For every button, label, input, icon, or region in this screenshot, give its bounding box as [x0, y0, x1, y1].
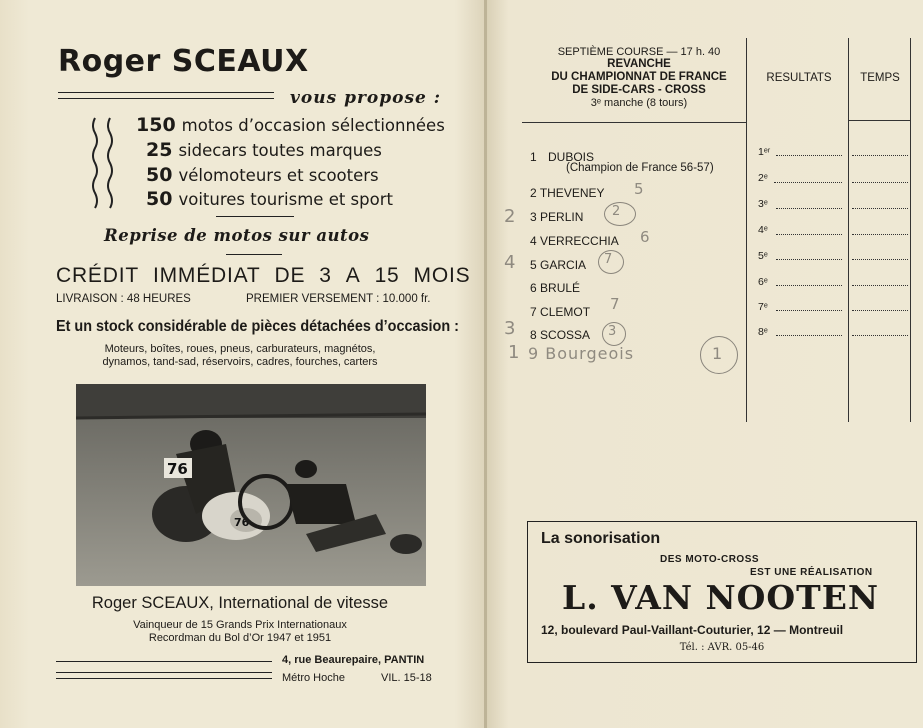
time-line: [852, 155, 908, 156]
rider-row: 4 VERRECCHIA: [530, 234, 619, 248]
result-line: [776, 234, 842, 235]
rider-row: 8 SCOSSA: [530, 328, 591, 342]
result-line: [776, 310, 842, 311]
ad-address: 12, boulevard Paul-Vaillant-Couturier, 12 — Montreuil: [541, 623, 844, 637]
time-line: [852, 208, 908, 209]
place-label: 3ᵉ: [758, 198, 768, 210]
rider-row: 7 CLEMOT: [530, 305, 591, 319]
race-results-table: [504, 38, 912, 422]
offer-item: 150 motos d’occasion sélectionnées: [136, 114, 445, 136]
parts-list: Moteurs, boîtes, roues, pneus, carburateurs, magnétos, dynamos, tand-sad, réservoirs, cadres, fourches, carters: [102, 343, 378, 368]
divider: [56, 661, 272, 662]
offer-item: 50 vélomoteurs et scooters: [146, 164, 379, 186]
stock-text: Et un stock considérable de pièces détachées d’occasion :: [56, 318, 459, 335]
livraison-text: LIVRAISON : 48 HEURES: [56, 293, 191, 305]
time-line: [852, 259, 908, 260]
handwritten-note: 1: [712, 344, 723, 363]
place-label: 1ᵉʳ: [758, 146, 771, 158]
handwritten-note: 6: [640, 228, 650, 246]
reprise-text: Reprise de motos sur autos: [104, 226, 370, 245]
handwritten-note: 7: [610, 295, 620, 313]
credit-heading: CRÉDIT IMMÉDIAT DE 3 A 15 MOIS: [56, 264, 471, 287]
result-line: [776, 259, 842, 260]
place-label: 4ᵉ: [758, 224, 768, 236]
place-label: 2ᵉ: [758, 172, 768, 184]
time-line: [852, 335, 908, 336]
offer-item: 25 sidecars toutes marques: [146, 139, 382, 161]
handwritten-note: 5: [634, 180, 644, 198]
champion-note: (Champion de France 56-57): [566, 162, 714, 174]
result-line: [776, 155, 842, 156]
photo-subcaption: Vainqueur de 15 Grands Prix Internationaux Recordman du Bol d’Or 1947 et 1951: [133, 619, 347, 644]
double-rule: [56, 672, 272, 679]
rider-row: 2 THEVENEY: [530, 186, 605, 200]
place-label: 5ᵉ: [758, 250, 768, 262]
column-header-resultats: RESULTATS: [766, 72, 832, 84]
handwritten-note: 9 Bourgeois: [528, 344, 635, 363]
ad-company-name: L. VAN NOOTEN: [562, 578, 880, 617]
handwritten-note: 1: [508, 342, 520, 363]
handwritten-note: 7: [604, 252, 613, 267]
rider-row: 3 PERLIN: [530, 210, 584, 224]
time-line: [852, 285, 908, 286]
header-rule: [522, 122, 746, 123]
van-nooten-ad: [527, 521, 917, 663]
double-rule: [58, 92, 274, 99]
time-line: [852, 182, 908, 183]
place-label: 7ᵉ: [758, 301, 768, 313]
handwritten-note: 3: [504, 318, 516, 339]
column-divider: [746, 38, 747, 422]
svg-text:76: 76: [167, 460, 188, 478]
offer-item: 50 voitures tourisme et sport: [146, 188, 393, 210]
handwritten-note: 2: [612, 204, 621, 219]
handwritten-note: 2: [504, 206, 516, 227]
versement-text: PREMIER VERSEMENT : 10.000 fr.: [246, 293, 431, 305]
ad-phone: Tél. : AVR. 05-46: [679, 642, 765, 653]
photo-caption: Roger SCEAUX, International de vitesse: [91, 594, 389, 612]
ad-subline: EST UNE RÉALISATION: [750, 567, 873, 578]
result-line: [776, 208, 842, 209]
svg-text:76: 76: [234, 516, 250, 529]
time-line: [852, 310, 908, 311]
place-label: 8ᵉ: [758, 326, 768, 338]
divider: [226, 254, 282, 255]
header-rule: [848, 120, 910, 121]
column-divider: [848, 38, 849, 422]
place-label: 6ᵉ: [758, 276, 768, 288]
rider-row: 1 DUBOIS: [530, 150, 595, 164]
race-header: SEPTIÈME COURSE — 17 h. 40 REVANCHE DU CHAMPIONNAT DE FRANCE DE SIDE-CARS - CROSS 3ᵉ manche (8 tours): [551, 46, 727, 109]
time-line: [852, 234, 908, 235]
sidecar-photo: [76, 384, 426, 586]
result-line: [774, 182, 842, 183]
divider: [216, 216, 294, 217]
column-divider: [910, 38, 911, 422]
bracket-squiggle-icon: [90, 116, 116, 210]
rider-row: 6 BRULÉ: [530, 281, 581, 295]
result-line: [776, 335, 842, 336]
propose-text: vous propose :: [290, 88, 442, 108]
handwritten-note: 3: [608, 324, 617, 339]
result-line: [776, 285, 842, 286]
page-title: Roger SCEAUX: [58, 44, 309, 79]
rider-row: 5 GARCIA: [530, 258, 587, 272]
handwritten-note: 4: [504, 252, 516, 273]
column-header-temps: TEMPS: [860, 72, 900, 84]
metro-phone: Métro Hoche VIL. 15-18: [282, 672, 432, 684]
address: 4, rue Beaurepaire, PANTIN: [282, 654, 425, 666]
ad-headline: La sonorisation: [541, 530, 661, 547]
ad-subline: DES MOTO-CROSS: [660, 554, 760, 565]
